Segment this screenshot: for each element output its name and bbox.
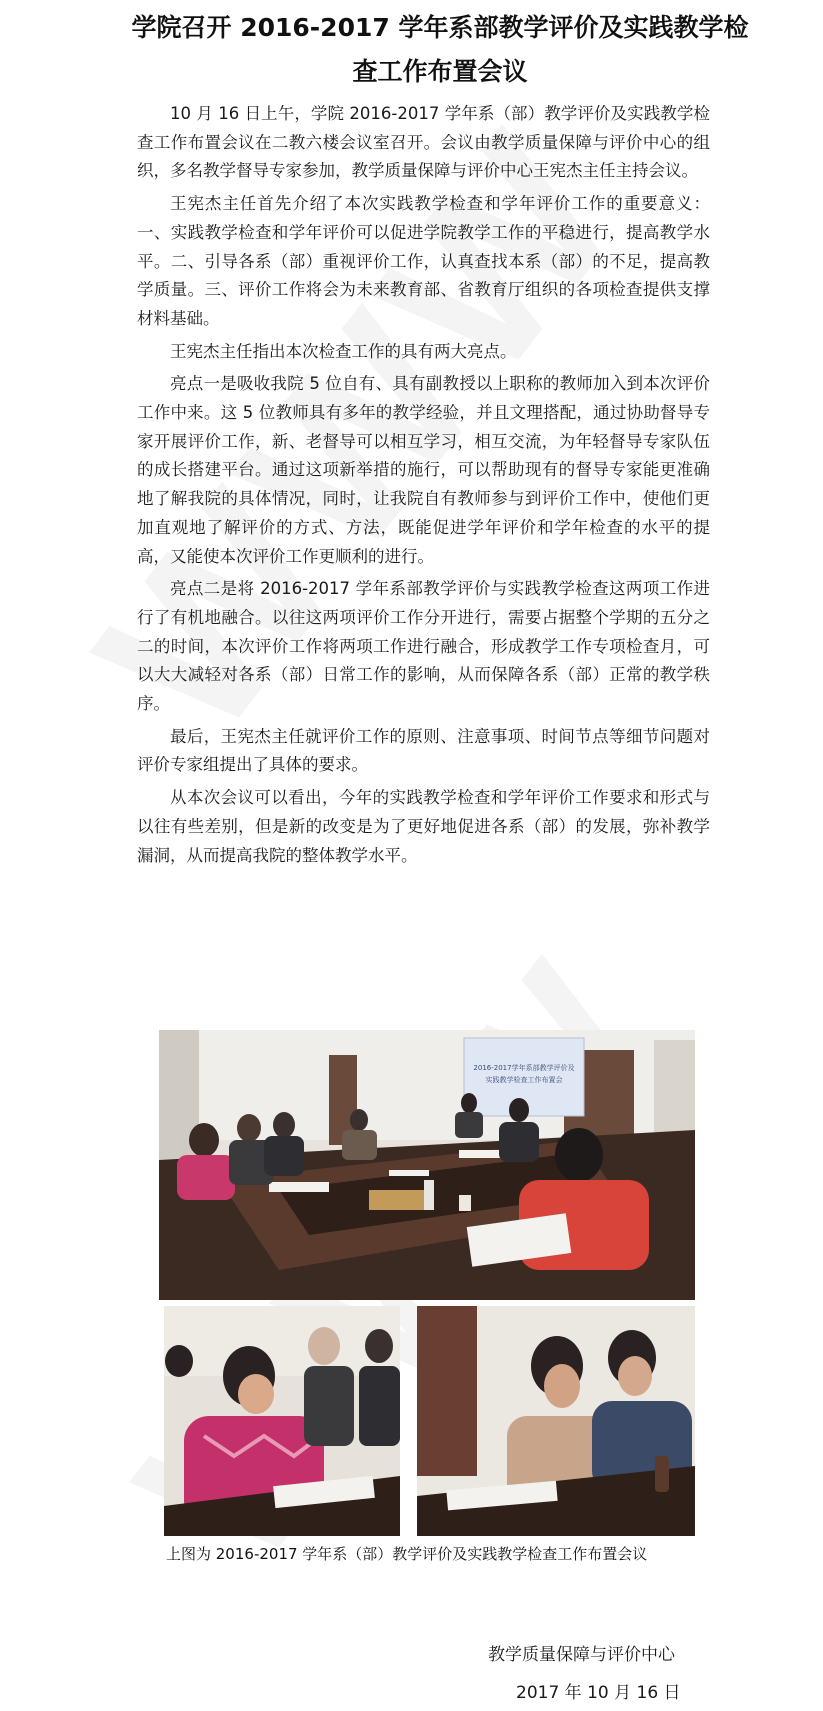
paragraph: 亮点一是吸收我院 5 位自有、具有副教授以上职称的教师加入到本次评价工作中来。这 5 位教师具有多年的教学经验，并且文理搭配，通过协助督导专家开展评价工作，新、老督导可以相互学习，相互交流，为年轻督导专家队伍的成长搭建平台。通过这项新举措的施行，可以帮助现有的督导专家能更准确地了解我院的具体情况，同时，让我院自有教师参与到评价工作中，使他们更加直观地了解评价的方式、方法，既能促进学年评价和学年检查的水平的提高，又能使本次评价工作更顺利的进行。 (137, 374, 710, 566)
article-title: 学院召开 2016-2017 学年系部教学评价及实践教学检查工作布置会议 (131, 13, 749, 86)
meeting-photo-right (417, 1306, 695, 1536)
article-body (137, 100, 710, 874)
projector-screen-text: 2016-2017学年系部教学评价及 (473, 1064, 575, 1072)
paragraph: 10 月 16 日上午，学院 2016-2017 学年系（部）教学评价及实践教学检查工作布置会议在二教六楼会议室召开。会议由教学质量保障与评价中心的组织，多名教学督导专家参加，教学质量保障与评价中心王宪杰主任主持会议。 (137, 104, 710, 181)
paragraph: 王宪杰主任指出本次检查工作的具有两大亮点。 (170, 341, 517, 361)
paragraph: 从本次会议可以看出，今年的实践教学检查和学年评价工作要求和形式与以往有些差别，但是新的改变是为了更好地促进各系（部）的发展，弥补教学漏洞，从而提高我院的整体教学水平。 (137, 788, 710, 865)
signature-date: 2017 年 10 月 16 日 (516, 1683, 681, 1703)
projector-screen-text: 实践教学检查工作布置会 (485, 1076, 563, 1084)
signature-organization: 教学质量保障与评价中心 (488, 1645, 675, 1665)
meeting-photo-left (164, 1306, 400, 1536)
paragraph: 亮点二是将 2016-2017 学年系部教学评价与实践教学检查这两项工作进行了有机地融合。以往这两项评价工作分开进行，需要占据整个学期的五分之二的时间，本次评价工作将两项工作进行融合，形成教学工作专项检查月，可以大大减轻对各系（部）日常工作的影响，从而保障各系（部）正常的教学秩序。 (137, 579, 710, 714)
paragraph: 王宪杰主任首先介绍了本次实践教学检查和学年评价工作的重要意义：一、实践教学检查和学年评价可以促进学院教学工作的平稳进行，提高教学水平。二、引导各系（部）重视评价工作，认真查找本系（部）的不足，提高教学质量。三、评价工作将会为未来教育部、省教育厅组织的各项检查提供支撑材料基础。 (137, 194, 710, 328)
photo-caption: 上图为 2016-2017 学年系（部）教学评价及实践教学检查工作布置会议 (166, 1545, 648, 1563)
paragraph: 最后，王宪杰主任就评价工作的原则、注意事项、时间节点等细节问题对评价专家组提出了具体的要求。 (137, 726, 710, 775)
meeting-photo-main (159, 1030, 695, 1300)
